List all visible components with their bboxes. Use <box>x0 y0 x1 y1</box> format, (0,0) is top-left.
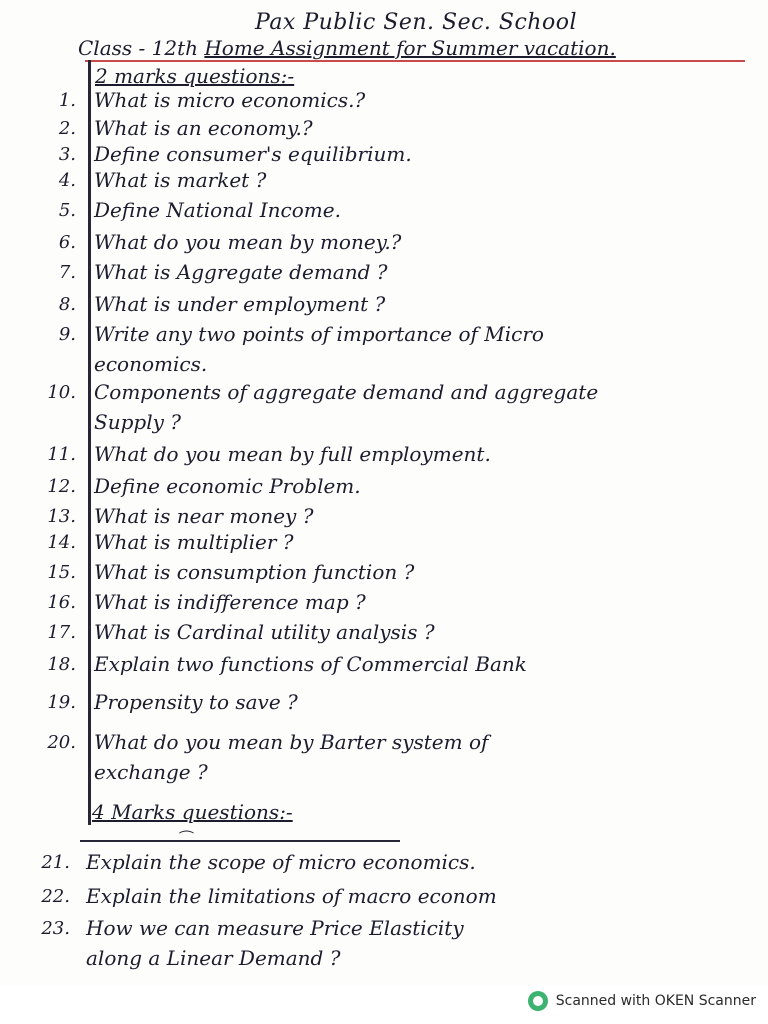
question-text: Explain the scope of micro economics. <box>86 850 476 874</box>
four-marks-heading: 4 Marks questions:- <box>92 800 293 824</box>
question-number: 10. <box>47 382 76 403</box>
red-rule-top <box>85 60 745 62</box>
question-text: What is indifference map ? <box>94 590 366 614</box>
school-name: Pax Public Sen. Sec. School <box>255 10 578 35</box>
question-row <box>0 590 768 618</box>
question-text: How we can measure Price Elasticity <box>86 916 464 940</box>
question-number: 6. <box>58 232 76 253</box>
class-heading <box>78 36 616 60</box>
question-row <box>0 442 768 470</box>
question-number: 23. <box>41 918 70 939</box>
question-number: 14. <box>47 532 76 553</box>
question-text: What is micro economics.? <box>94 88 366 112</box>
question-text: What do you mean by Barter system of <box>94 730 489 754</box>
question-number: 17. <box>47 622 76 643</box>
question-text-continued: Supply ? <box>94 410 181 434</box>
scanner-label: Scanned with OKEN Scanner <box>555 993 756 1009</box>
question-row <box>0 88 768 116</box>
question-number: 7. <box>58 262 76 283</box>
question-number: 19. <box>47 692 76 713</box>
question-number: 8. <box>58 294 76 315</box>
question-number: 11. <box>47 444 76 465</box>
question-row <box>0 142 768 170</box>
assignment-title: Home Assignment for Summer vacation. <box>204 36 616 60</box>
question-row <box>0 560 768 588</box>
question-row <box>0 916 768 970</box>
question-number: 13. <box>47 506 76 527</box>
question-text: Explain two functions of Commercial Bank <box>94 652 527 676</box>
question-number: 3. <box>58 144 76 165</box>
question-row <box>0 530 768 558</box>
scanner-badge <box>528 991 756 1011</box>
question-number: 16. <box>47 592 76 613</box>
question-number: 15. <box>47 562 76 583</box>
question-text: What is Cardinal utility analysis ? <box>94 620 435 644</box>
question-number: 1. <box>58 90 76 111</box>
question-row <box>0 652 768 680</box>
question-row <box>0 230 768 258</box>
question-text-continued: economics. <box>94 352 208 376</box>
question-row <box>0 198 768 226</box>
question-number: 18. <box>47 654 76 675</box>
question-row <box>0 260 768 288</box>
question-row <box>0 380 768 434</box>
question-text: Components of aggregate demand and aggregate <box>94 380 599 404</box>
question-text-continued: along a Linear Demand ? <box>86 946 341 970</box>
question-row <box>0 292 768 320</box>
question-row <box>0 690 768 718</box>
question-text: What is an economy.? <box>94 116 313 140</box>
section-divider <box>80 840 400 842</box>
question-row <box>0 730 768 784</box>
question-number: 22. <box>41 886 70 907</box>
question-number: 9. <box>58 324 76 345</box>
question-row <box>0 474 768 502</box>
question-text: Explain the limitations of macro econom <box>86 884 497 908</box>
question-row <box>0 850 768 878</box>
question-text: What is near money ? <box>94 504 314 528</box>
question-number: 4. <box>58 170 76 191</box>
question-row <box>0 168 768 196</box>
question-number: 12. <box>47 476 76 497</box>
question-text: Define economic Problem. <box>94 474 361 498</box>
question-row <box>0 884 768 912</box>
question-text: What is under employment ? <box>94 292 386 316</box>
scanner-footer <box>0 985 768 1024</box>
question-text: Define National Income. <box>94 198 341 222</box>
question-text: What do you mean by money.? <box>94 230 402 254</box>
oken-scanner-icon <box>528 991 548 1011</box>
question-text: Define consumer's equilibrium. <box>94 142 412 166</box>
question-text: What is market ? <box>94 168 267 192</box>
question-row <box>0 116 768 144</box>
question-text: Write any two points of importance of Micro <box>94 322 544 346</box>
question-row <box>0 504 768 532</box>
question-number: 21. <box>41 852 70 873</box>
question-row <box>0 620 768 648</box>
question-text: What is multiplier ? <box>94 530 294 554</box>
question-number: 5. <box>58 200 76 221</box>
question-text: What is consumption function ? <box>94 560 415 584</box>
question-text: What is Aggregate demand ? <box>94 260 388 284</box>
question-text: What do you mean by full employment. <box>94 442 491 466</box>
class-label: Class - 12th <box>78 36 198 60</box>
question-text: Propensity to save ? <box>94 690 298 714</box>
question-row <box>0 322 768 376</box>
question-number: 20. <box>47 732 76 753</box>
two-marks-heading: 2 marks questions:- <box>95 64 295 88</box>
question-text-continued: exchange ? <box>94 760 208 784</box>
question-number: 2. <box>58 118 76 139</box>
